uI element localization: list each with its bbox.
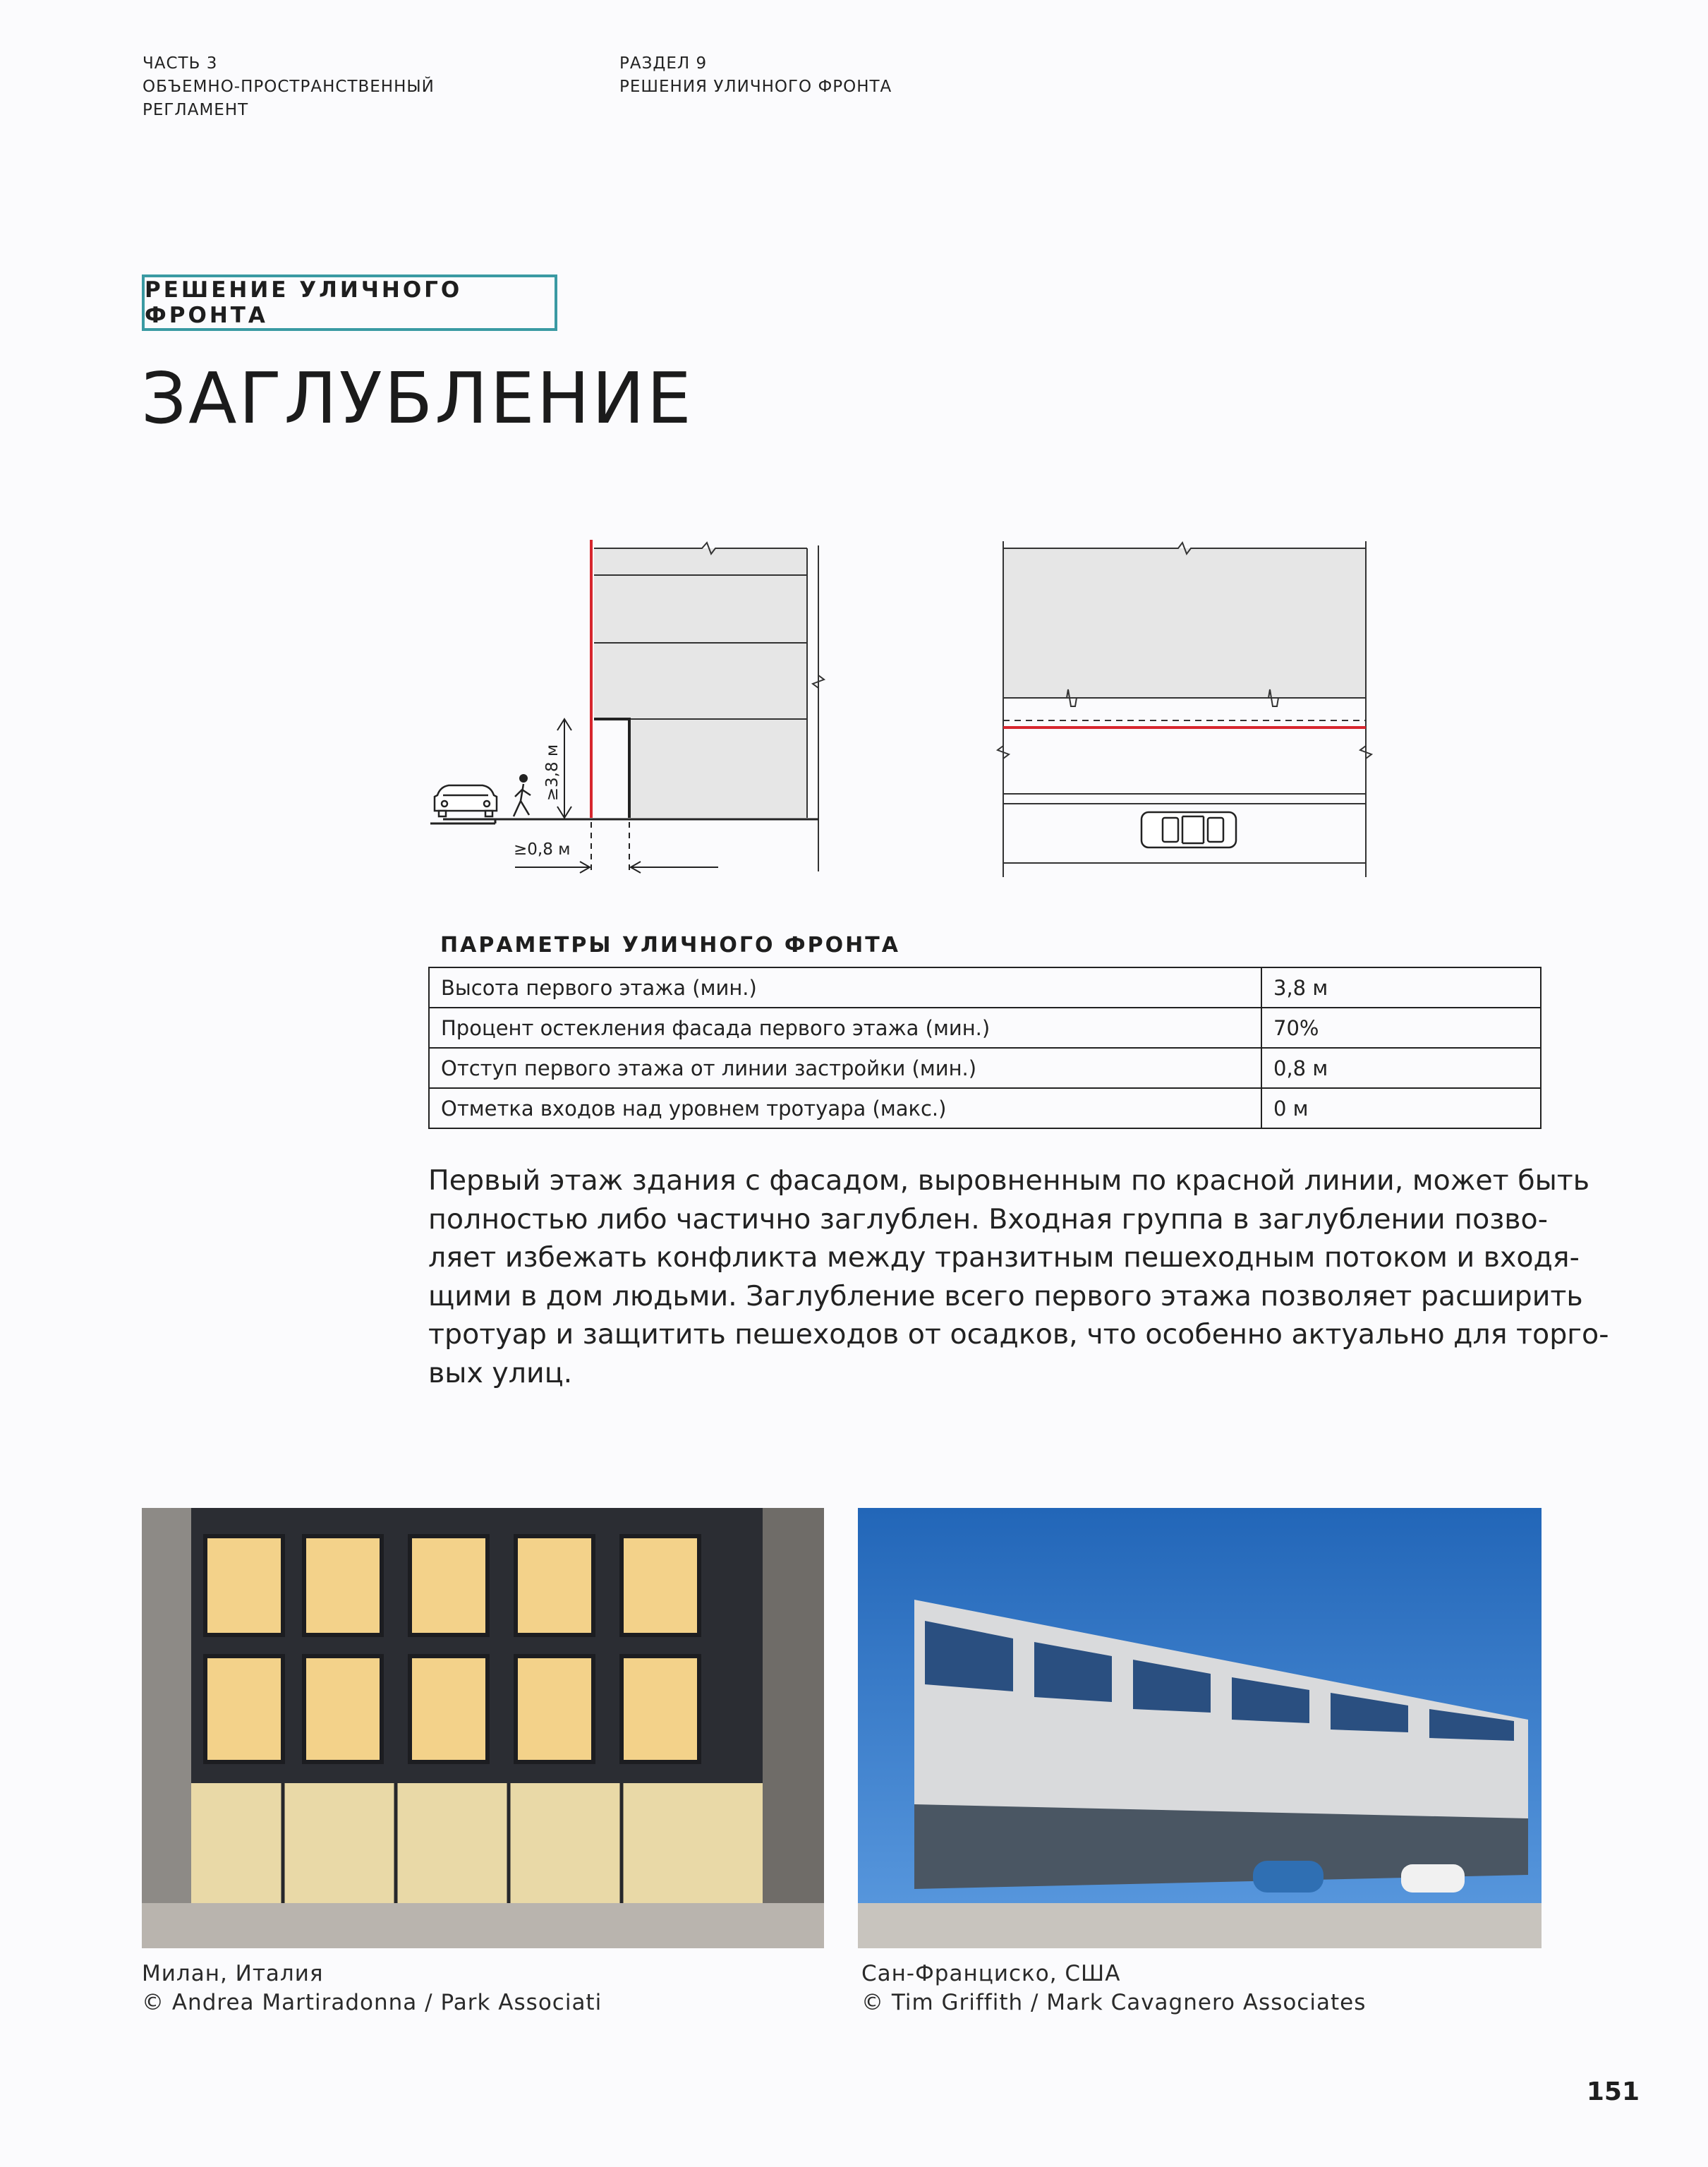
car-front-icon [435, 785, 497, 816]
param-name: Высота первого этажа (мин.) [429, 967, 1261, 1008]
milan-photo-illustration [142, 1508, 824, 1948]
param-name: Отступ первого этажа от линии застройки (мин.) [429, 1048, 1261, 1088]
running-header-section [619, 52, 892, 99]
header-part-line: ЧАСТЬ 3 [143, 54, 218, 73]
sf-photo-illustration [858, 1508, 1542, 1948]
body-line: полностью либо частично заглублен. Входная группа в заглублении позво- [428, 1202, 1548, 1236]
parameters-table-title: ПАРАМЕТРЫ УЛИЧНОГО ФРОНТА [440, 933, 900, 958]
page-number: 151 [1586, 2077, 1640, 2106]
caption-sanfrancisco [861, 1960, 1366, 2017]
plan-view [998, 541, 1371, 877]
caption-credit: © Tim Griffith / Mark Cavagnero Associates [861, 1990, 1367, 2015]
param-value: 70% [1261, 1008, 1541, 1048]
setback-diagram [423, 533, 1411, 893]
table-row [429, 967, 1541, 1008]
height-dimension-label: ≥3,8 м [543, 744, 562, 802]
car-top-icon [1141, 812, 1236, 847]
caption-milan [142, 1960, 602, 2017]
ground-floor-recess [594, 719, 629, 818]
header-section-line: РАЗДЕЛ 9 [619, 54, 708, 73]
caption-place: Милан, Италия [142, 1961, 324, 1986]
photo-milan-building [142, 1508, 824, 1948]
body-line: щими в дом людьми. Заглубление всего первого этажа позволяет расширить [428, 1279, 1583, 1312]
header-part-line: ОБЪЕМНО-ПРОСТРАНСТВЕННЫЙ [143, 78, 435, 96]
caption-place: Сан-Франциско, США [861, 1961, 1121, 1986]
table-row [429, 1008, 1541, 1048]
running-header-part [143, 52, 435, 122]
body-line: Первый этаж здания с фасадом, выровненным по красной линии, может быть [428, 1164, 1590, 1197]
body-line: ляет избежать конфликта между транзитным пешеходным потоком и входя- [428, 1241, 1580, 1274]
body-paragraph [428, 1161, 1609, 1392]
param-name: Процент остекления фасада первого этажа (мин.) [429, 1008, 1261, 1048]
page-title: ЗАГЛУБЛЕНИЕ [141, 357, 694, 440]
section-tag: РЕШЕНИЕ УЛИЧНОГО ФРОНТА [142, 274, 557, 331]
header-section-line: РЕШЕНИЯ УЛИЧНОГО ФРОНТА [619, 78, 892, 96]
section-view [430, 540, 824, 873]
offset-dimension-label: ≥0,8 м [514, 840, 571, 859]
caption-credit: © Andrea Martiradonna / Park Associati [142, 1990, 602, 2015]
ground-floor-fill [629, 719, 807, 818]
param-name: Отметка входов над уровнем тротуара (макс.) [429, 1088, 1261, 1128]
body-line: тротуар и защитить пешеходов от осадков, что особенно актуально для торго- [428, 1318, 1609, 1351]
upper-floors-fill [594, 548, 807, 719]
body-line: вых улиц. [428, 1356, 573, 1389]
pedestrian-icon [514, 774, 531, 816]
param-value: 3,8 м [1261, 967, 1541, 1008]
building-plan-fill [1003, 548, 1366, 698]
table-row [429, 1048, 1541, 1088]
header-part-line: РЕГЛАМЕНТ [143, 101, 249, 119]
table-row [429, 1088, 1541, 1128]
photo-sanfrancisco-building [858, 1508, 1542, 1948]
parameters-table [428, 967, 1542, 1129]
param-value: 0 м [1261, 1088, 1541, 1128]
param-value: 0,8 м [1261, 1048, 1541, 1088]
